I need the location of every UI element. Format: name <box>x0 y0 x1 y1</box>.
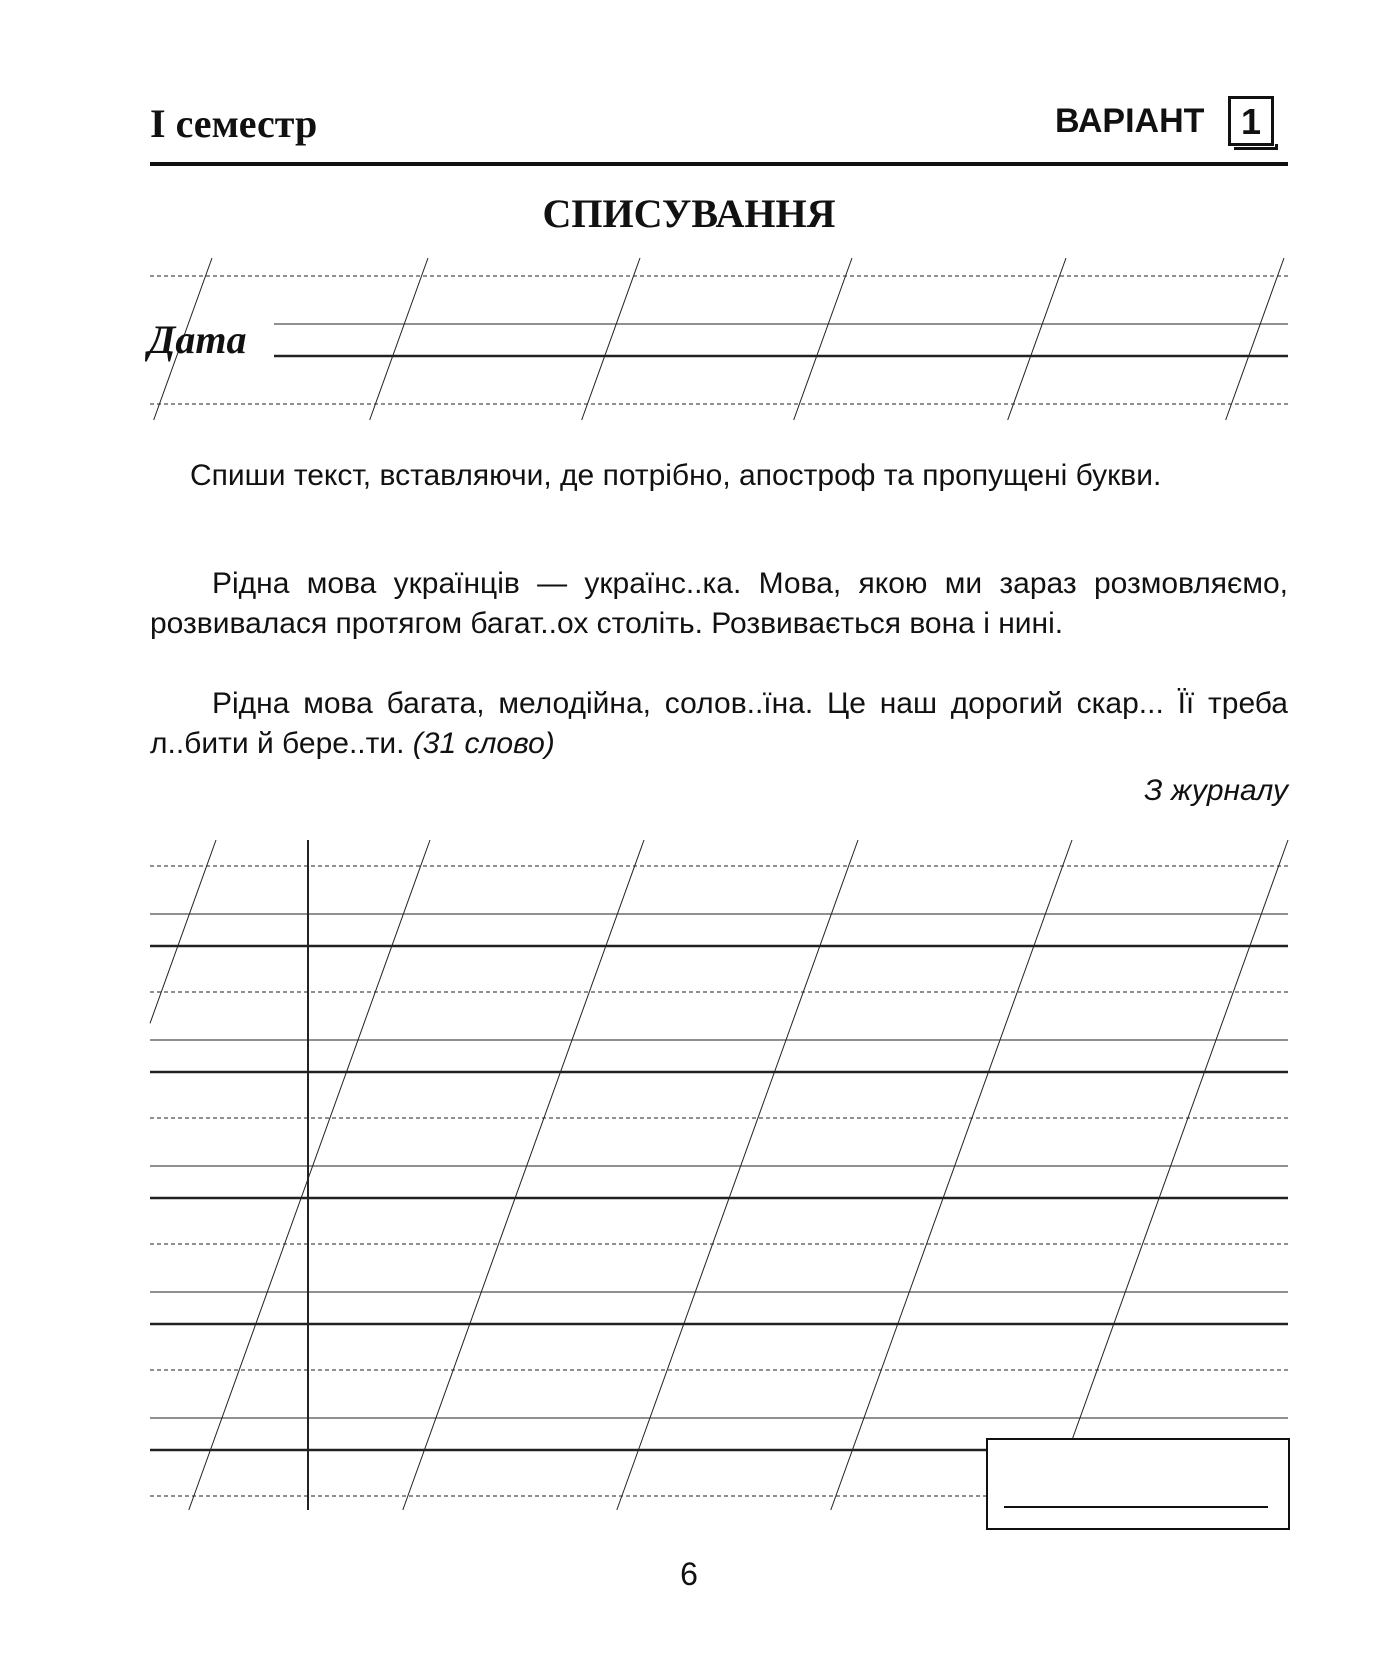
paragraph-1-text: Рідна мова українців — українс..ка. Мова, якою ми зараз розмовляємо, розвивалася протягом багат..ох століть. Розвивається вона і нині. <box>150 567 1288 640</box>
text-paragraph-1 <box>150 564 1288 644</box>
grade-box <box>986 1438 1290 1530</box>
slant-line <box>1047 840 1288 1510</box>
slant-line <box>617 840 858 1510</box>
slant-line <box>189 840 430 1510</box>
slant-line <box>582 258 640 420</box>
slant-line <box>831 840 1072 1510</box>
semester-label: I семестр <box>150 101 318 146</box>
slant-line <box>1226 258 1284 420</box>
paragraph-2-text: Рідна мова багата, мелодійна, солов..їна. Це наш дорогий скар... Її треба л..бити й бере..ти. <box>150 687 1288 760</box>
main-writing-area <box>150 840 1288 1510</box>
slant-line <box>370 258 428 420</box>
text-paragraph-2 <box>150 684 1288 764</box>
date-writing-area <box>150 258 1288 420</box>
slant-line <box>403 840 644 1510</box>
word-count: (31 слово) <box>412 727 555 760</box>
page-number: 6 <box>680 1556 698 1592</box>
slant-line <box>794 258 852 420</box>
slant-line <box>1008 258 1066 420</box>
grade-line <box>1004 1506 1268 1508</box>
slant-line <box>150 840 216 1023</box>
variant-number-box: 1 <box>1228 96 1274 146</box>
date-label: Дата <box>148 317 247 362</box>
source-attribution: З журналу <box>1144 774 1288 807</box>
page-title: СПИСУВАННЯ <box>542 191 836 236</box>
instruction-text: Спиши текст, вставляючи, де потрібно, апостроф та пропущені букви. <box>190 459 1162 492</box>
variant-label: ВАРІАНТ <box>1055 102 1205 140</box>
